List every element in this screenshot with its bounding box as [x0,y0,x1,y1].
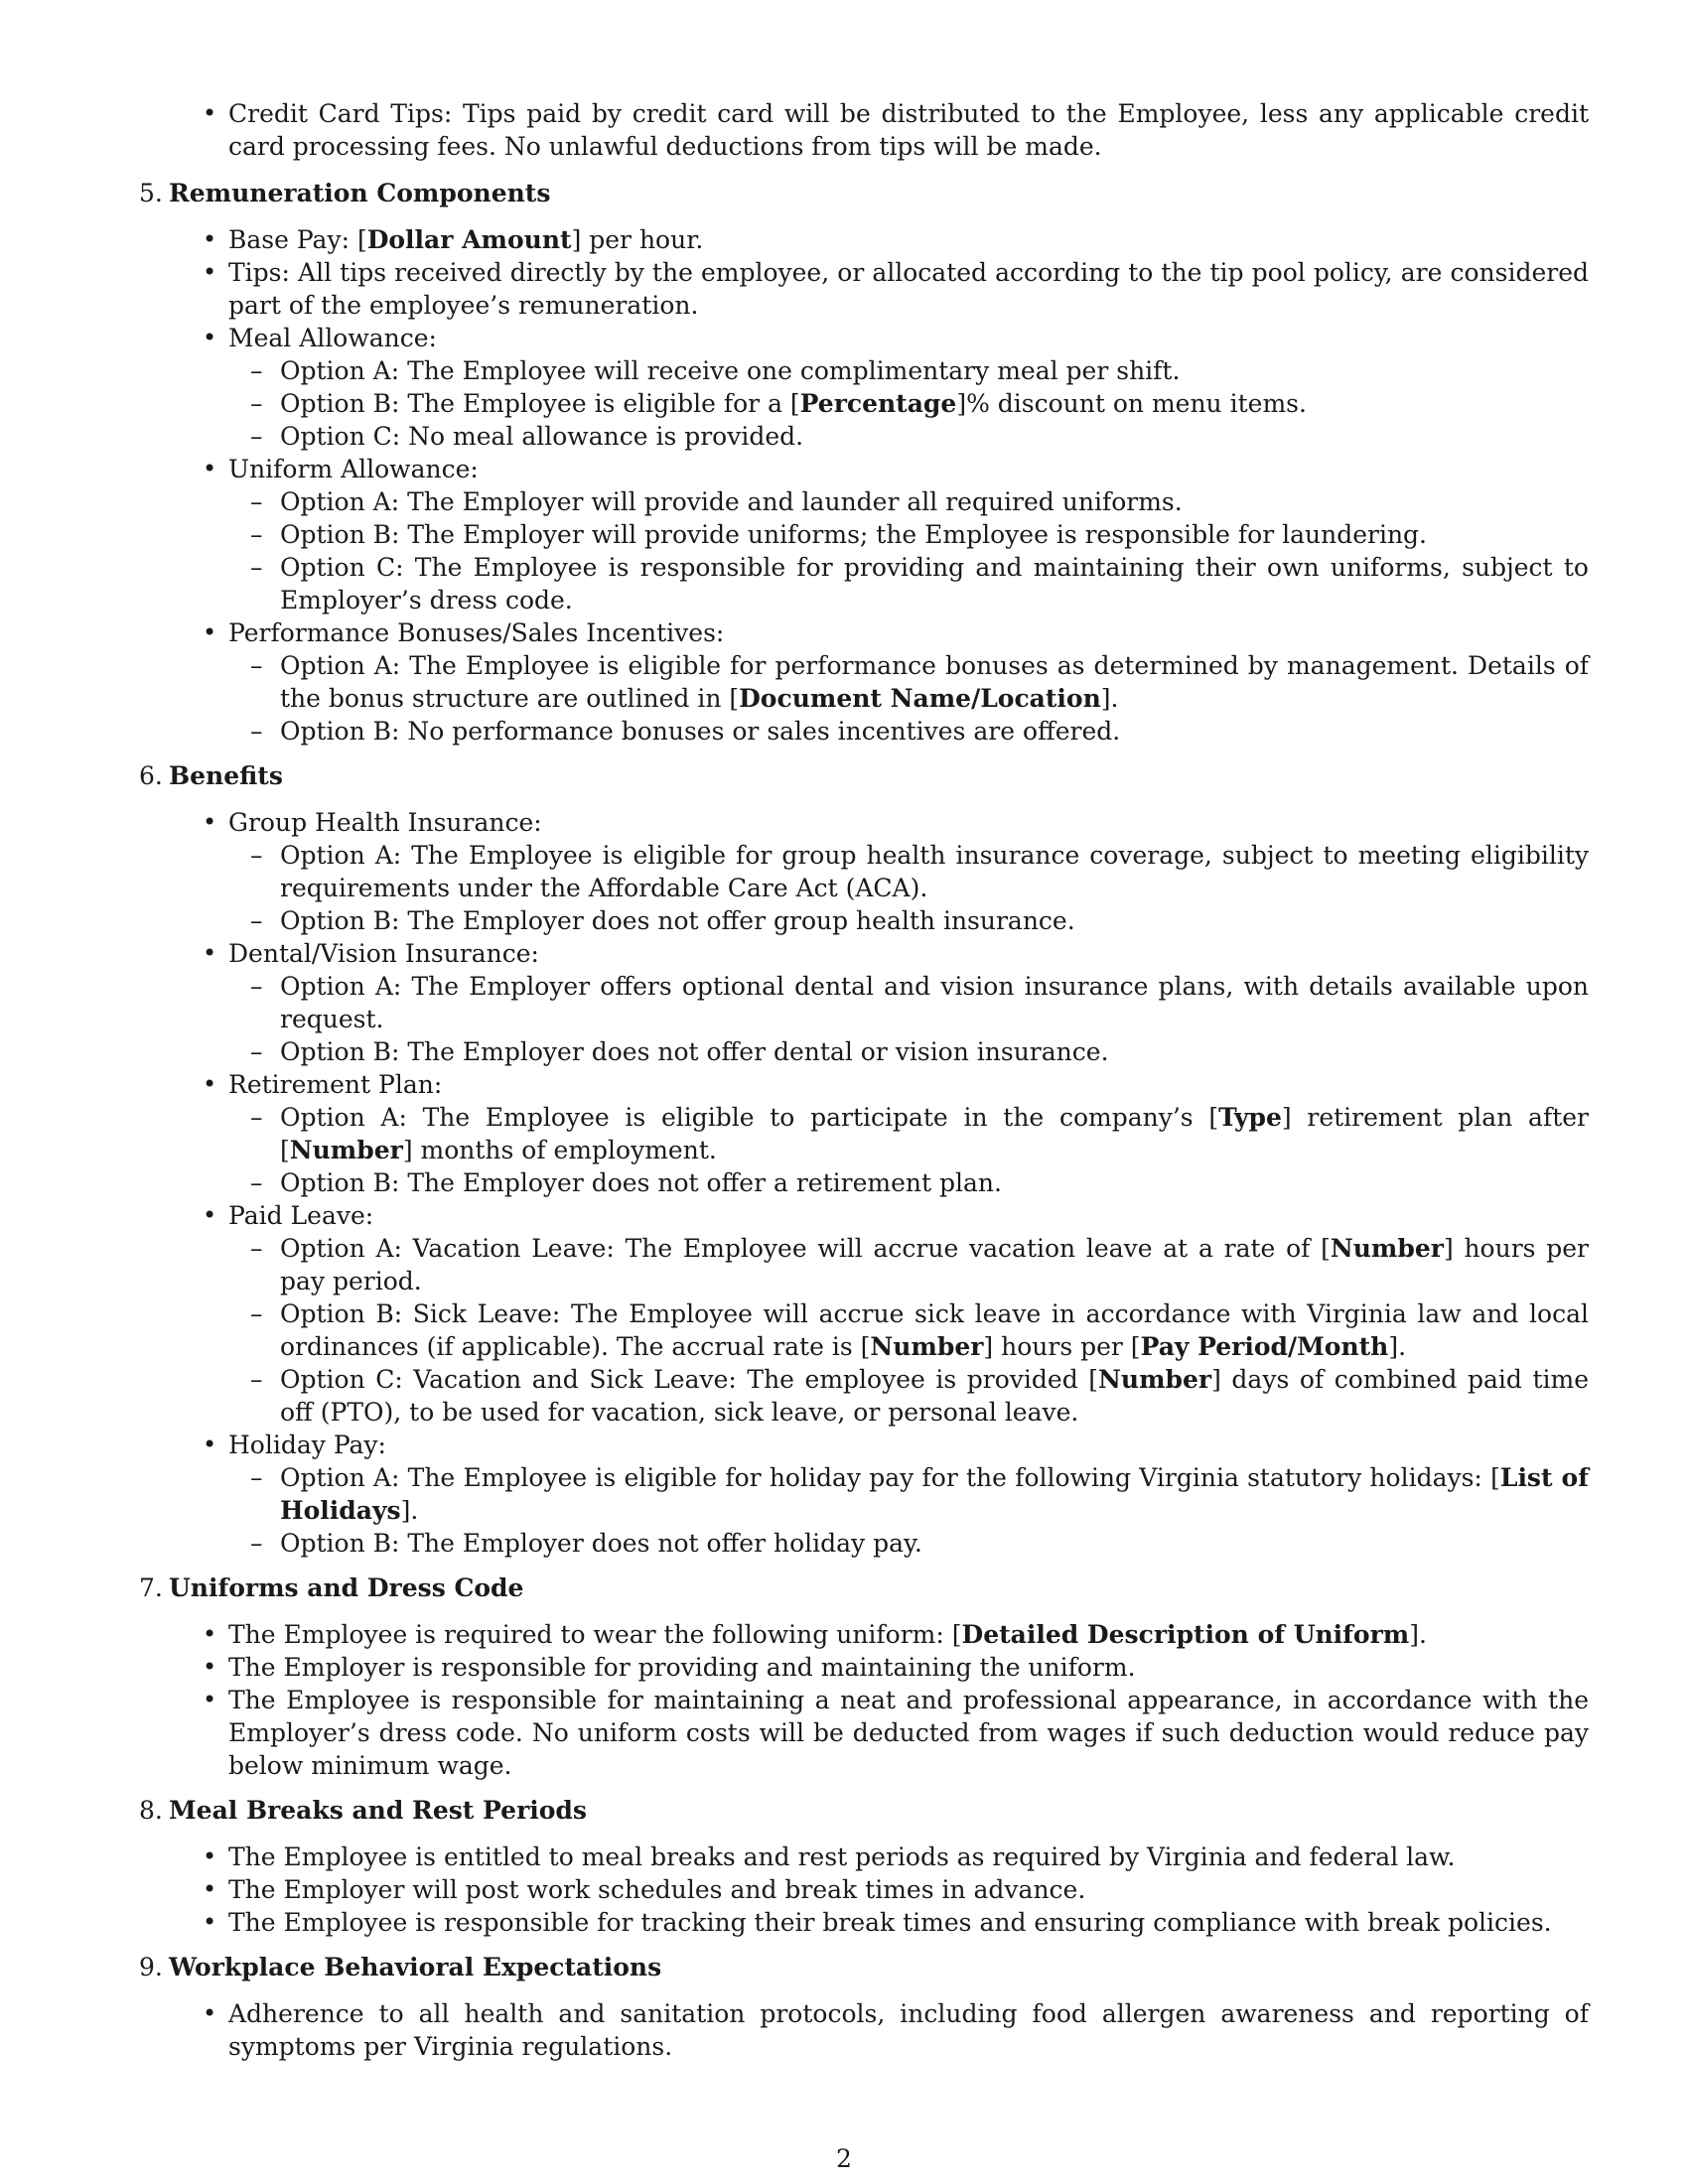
intro-list [228,97,1589,163]
sub-list-item: – Option B: No performance bonuses or sales incentives are offered. [280,715,1589,748]
section-7-list [228,1618,1589,1782]
section-number: 9. [139,1953,163,1981]
sub-list [228,970,1589,1068]
list-item: • Holiday Pay: – Option A: The Employee is eligible for holiday pay for the following Virginia statutory holidays: [List of Holidays]. – Option B: The Employer does not offer holiday pay. [228,1429,1589,1560]
sub-list-item: – Option B: Sick Leave: The Employee will accrue sick leave in accordance with Virginia law and local ordinances (if applicable). The accrual rate is [Number] hours per [Pay Period/Month]. [280,1297,1589,1363]
list-item: • Performance Bonuses/Sales Incentives: – Option A: The Employee is eligible for performance bonuses as determined by management. Details of the bonus structure are outlined in [Document Name/Location]. – Option B: No performance bonuses or sales incentives are offered. [228,616,1589,748]
list-item: • Meal Allowance: – Option A: The Employee will receive one complimentary meal per shift. – Option B: The Employee is eligible for a [Percentage]% discount on menu items. – Option C: No meal allowance is provided. [228,322,1589,453]
section-title: Meal Breaks and Rest Periods [169,1796,587,1825]
section-number: 8. [139,1796,163,1825]
section-title: Benefits [169,761,283,790]
section-title: Remuneration Components [169,179,551,207]
section-title: Uniforms and Dress Code [169,1573,524,1602]
sub-list-item: – Option A: The Employee is eligible to participate in the company’s [Type] retirement plan after [Number] months of employment. [280,1101,1589,1166]
sub-list-item: – Option C: Vacation and Sick Leave: The employee is provided [Number] days of combined paid time off (PTO), to be used for vacation, sick leave, or personal leave. [280,1363,1589,1429]
section-number: 5. [139,179,163,207]
sub-list-item: – Option B: The Employee is eligible for a [Percentage]% discount on menu items. [280,387,1589,420]
section-heading-5 [139,177,1589,209]
section-title: Workplace Behavioral Expectations [169,1953,662,1981]
list-item: • The Employee is required to wear the following uniform: [Detailed Description of Uniform]. [228,1618,1589,1651]
list-item: • Retirement Plan: – Option A: The Employee is eligible to participate in the company’s [Type] retirement plan after [Number] months of employment. – Option B: The Employer does not offer a retirement plan. [228,1068,1589,1199]
sub-list-item: – Option A: The Employee will receive one complimentary meal per shift. [280,354,1589,387]
sub-list-item: – Option A: The Employee is eligible for performance bonuses as determined by management. Details of the bonus structure are outlined in [Document Name/Location]. [280,649,1589,715]
list-item: • Paid Leave: – Option A: Vacation Leave: The Employee will accrue vacation leave at a rate of [Number] hours per pay period. – Option B: Sick Leave: The Employee will accrue sick leave in accordance with Virginia law and local ordinances (if applicable). The accrual rate is [Number] hours per [Pay Period/Month]. – Option C: Vacation and Sick Leave: The employee is provided [Number] days of combined paid time off (PTO), to be used for vacation, sick leave, or personal leave. [228,1199,1589,1429]
sub-list-item: – Option B: The Employer does not offer group health insurance. [280,904,1589,937]
list-item: • The Employee is responsible for maintaining a neat and professional appearance, in accordance with the Employer’s dress code. No uniform costs will be deducted from wages if such deduction would reduce pay below minimum wage. [228,1684,1589,1782]
sub-list [228,1101,1589,1199]
document-page [139,97,1589,2063]
section-6-list [228,806,1589,1560]
section-8-list [228,1841,1589,1939]
sub-list [228,1461,1589,1560]
section-heading-8 [139,1794,1589,1827]
list-item: • Tips: All tips received directly by the employee, or allocated according to the tip pool policy, are considered part of the employee’s remuneration. [228,256,1589,322]
sub-list [228,485,1589,616]
list-item: • Dental/Vision Insurance: – Option A: The Employer offers optional dental and vision insurance plans, with details available upon request. – Option B: The Employer does not offer dental or vision insurance. [228,937,1589,1068]
list-item: • Group Health Insurance: – Option A: The Employee is eligible for group health insurance coverage, subject to meeting eligibility requirements under the Affordable Care Act (ACA). – Option B: The Employer does not offer group health insurance. [228,806,1589,937]
sub-list-item: – Option B: The Employer will provide uniforms; the Employee is responsible for laundering. [280,518,1589,551]
sub-list-item: – Option A: The Employer will provide and launder all required uniforms. [280,485,1589,518]
sub-list-item: – Option A: The Employee is eligible for holiday pay for the following Virginia statutory holidays: [List of Holidays]. [280,1461,1589,1527]
list-item: • The Employer is responsible for providing and maintaining the uniform. [228,1651,1589,1684]
section-5-list [228,223,1589,748]
list-item: • The Employer will post work schedules and break times in advance. [228,1873,1589,1906]
section-heading-9 [139,1951,1589,1983]
list-item: • Adherence to all health and sanitation protocols, including food allergen awareness and reporting of symptoms per Virginia regulations. [228,1997,1589,2063]
list-item: • Uniform Allowance: – Option A: The Employer will provide and launder all required uniforms. – Option B: The Employer will provide uniforms; the Employee is responsible for laundering. – Option C: The Employee is responsible for providing and maintaining their own uniforms, subject to Employer’s dress code. [228,453,1589,616]
sub-list-item: – Option A: The Employer offers optional dental and vision insurance plans, with details available upon request. [280,970,1589,1035]
sub-list-item: – Option B: The Employer does not offer holiday pay. [280,1527,1589,1560]
sub-list-item: – Option A: The Employee is eligible for group health insurance coverage, subject to meeting eligibility requirements under the Affordable Care Act (ACA). [280,839,1589,904]
sub-list [228,354,1589,453]
sub-list-item: – Option A: Vacation Leave: The Employee will accrue vacation leave at a rate of [Number] hours per pay period. [280,1232,1589,1297]
section-number: 7. [139,1573,163,1602]
sub-list-item: – Option B: The Employer does not offer dental or vision insurance. [280,1035,1589,1068]
list-item: • The Employee is responsible for tracking their break times and ensuring compliance with break policies. [228,1906,1589,1939]
section-heading-6 [139,759,1589,792]
list-item: • Base Pay: [Dollar Amount] per hour. [228,223,1589,256]
section-9-list [228,1997,1589,2063]
section-heading-7 [139,1571,1589,1604]
list-item: • The Employee is entitled to meal breaks and rest periods as required by Virginia and federal law. [228,1841,1589,1873]
page-number: 2 [836,2144,852,2173]
sub-list-item: – Option B: The Employer does not offer a retirement plan. [280,1166,1589,1199]
section-number: 6. [139,761,163,790]
sub-list [228,649,1589,748]
sub-list-item: – Option C: The Employee is responsible for providing and maintaining their own uniforms, subject to Employer’s dress code. [280,551,1589,616]
sub-list [228,1232,1589,1429]
list-item: • Credit Card Tips: Tips paid by credit card will be distributed to the Employee, less any applicable credit card processing fees. No unlawful deductions from tips will be made. [228,97,1589,163]
sub-list-item: – Option C: No meal allowance is provided. [280,420,1589,453]
sub-list [228,839,1589,937]
